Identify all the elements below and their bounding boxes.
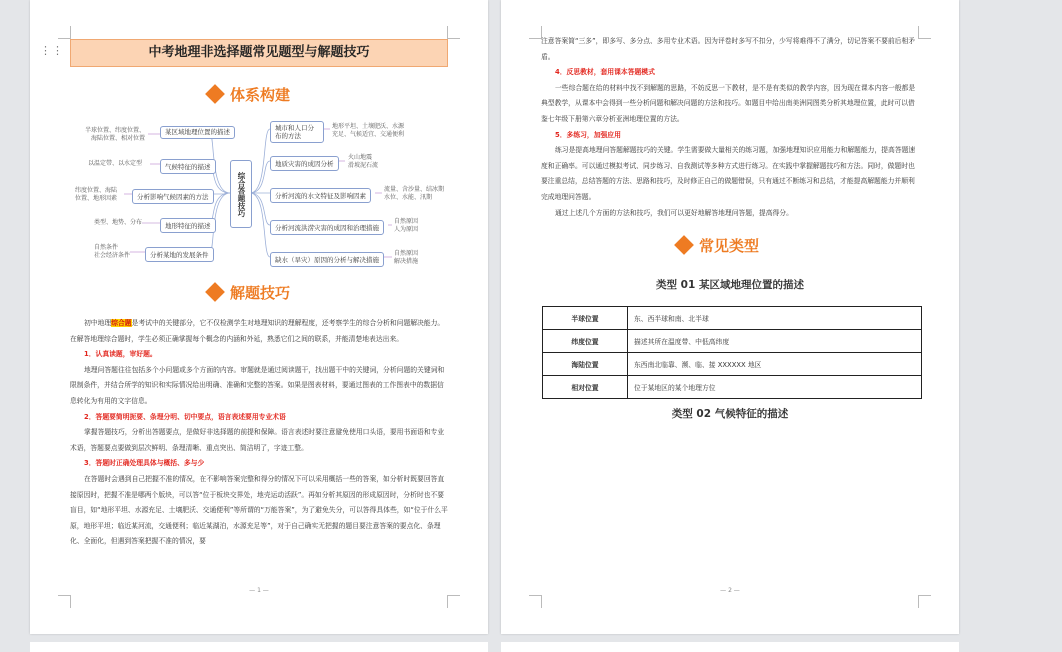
mind-map-node: 某区域地理位置的描述 — [160, 126, 235, 139]
tip-heading-1: 1．认真读题，审好题。 — [84, 350, 157, 359]
mind-map-leaf: 纬度位置、海陆 位置、地形因素 — [75, 187, 118, 202]
type-title-02: 类型 02 气候特征的描述 — [671, 408, 789, 420]
mind-map-node: 分析影响气候因素的方法 — [132, 189, 214, 204]
tip-paragraph-3: 在答题时会遇到自己把握不准的情况，在不影响答案完整和得分的情况下可以采用概括一些的答案，如分析时既要回答直接原因时，把握不准是哪两个版块，可以答“位于板块交界处，地壳运动活跃”。再如分析其原因的形成原因时，分析时也不要盲目，如“地形平坦、水源充足、土壤肥沃、交通便利”等所谓的“万能答案”，为了避免失分，可以答得具体些，如“位于什么平原，地形平坦；临近某河流，交通便利；临近某湖泊，水源充足等”，对于自己确实无把握的题目要注意答案的要点化、条理化、全面化，但遇到答案把握不准的情况，要 — [70, 474, 448, 546]
mind-map-node: 分析河流的水文特征及影响因素 — [270, 188, 371, 203]
mind-map-leaf: 自然条件 社会经济条件 — [94, 244, 131, 259]
document-page-2 — [501, 0, 959, 634]
tip-paragraph-1: 地理问答题往往包括多个小问题或多个方面的内容。审题就是通过阅读题干，找出题干中的关键词，分析问题的关键词和限制条件，并结合所学的知识和实际情况给出明确、准确和完整的答案。如果是图表材料，要通过图表的工作图表中的数据信息转化为有用的文字信息。 — [70, 365, 445, 405]
summary-paragraph: 通过上述几个方面的方法和技巧，我们可以更好地解答地理问答题，提高得分。 — [555, 208, 793, 217]
document-page-1 — [30, 0, 488, 634]
diamond-icon — [205, 282, 225, 302]
mind-map-leaf: 半球位置、纬度位置、 海陆位置、相对位置 — [85, 127, 146, 142]
table-row: 纬度位置 描述其所在温度带、中低高纬度 — [543, 330, 922, 353]
mind-map-leaf: 火山地震 滑坡泥石流 — [348, 154, 379, 169]
mind-map-node: 分析河流洪涝灾害的成因和治理措施 — [270, 220, 384, 235]
mind-map-node: 分析某地的发展条件 — [145, 247, 214, 262]
mind-map-leaf: 自然原因 解决措施 — [394, 250, 419, 265]
section-heading-techniques: 解题技巧 — [208, 280, 290, 304]
highlighted-term: 综合题 — [111, 319, 132, 327]
mind-map-leaf: 地形平坦、土壤肥沃、水源 充足、气候适宜、交通便利 — [332, 123, 405, 138]
mind-map-center: 综合答题技巧 — [230, 160, 252, 228]
mind-map-leaf: 以温定带、以水定型 — [88, 160, 143, 167]
mind-map-leaf: 流量、含沙量、结冰期 水位、水能、汛期 — [384, 186, 445, 201]
mind-map-node: 地质灾害的成因分析 — [270, 156, 339, 171]
mind-map-node: 地形特征的描述 — [160, 218, 216, 233]
section-heading-system: 体系构建 — [208, 82, 290, 106]
tip-heading-2: 2．答题要简明扼要、条理分明、切中要点，语言表述要用专业术语 — [84, 412, 286, 421]
mind-map — [30, 0, 488, 280]
mind-map-leaf: 类型、地势、分布 — [94, 219, 143, 226]
mind-map-node: 城市和人口分布的方法 — [270, 121, 324, 143]
mind-map-node: 气候特征的描述 — [160, 159, 216, 174]
tip-heading-4: 4．反思教材，套用课本答题模式 — [555, 68, 655, 77]
page-number: — 1 — — [249, 587, 269, 594]
section-heading-common-types: 常见类型 — [677, 233, 759, 257]
tip-heading-3: 3．答题时正确处理具体与概括、多与少 — [84, 459, 205, 468]
diamond-icon — [674, 235, 694, 255]
table-row: 海陆位置 东西南北临靠、濒、临、接 XXXXXX 地区 — [543, 353, 922, 376]
body-text-page-2 — [541, 34, 919, 221]
crop-mark — [918, 26, 931, 39]
mind-map-node: 缺水（旱灾）原因的分析与解决措施 — [270, 252, 384, 267]
crop-mark — [918, 595, 931, 608]
body-text-page-1 — [70, 316, 448, 550]
drag-handle-icon[interactable]: ⋮⋮ — [40, 44, 64, 57]
continued-paragraph: 注意答案简“三多”，即多写、多分点、多用专业术语。因为评卷时多写不扣分，少写将难得不了满分，切记答案不要前后相矛盾。 — [541, 37, 916, 61]
document-title: 中考地理非选择题常见题型与解题技巧 — [70, 39, 448, 67]
tip-paragraph-2: 掌握答题技巧，分析出答题要点，是做好非选择题的前提和保障。语言表述时要注意避免使用口头语，要用书面语和专业术语，答题要点要做到层次鲜明、条理清晰、重点突出、简洁明了，字迹工整。 — [70, 428, 445, 452]
tip-heading-5: 5．多练习，加强应用 — [555, 130, 621, 139]
tip-paragraph-4: 一些综合题在给的材料中找不到解题的思路，不妨反思一下教材，是不是有类似的教学内容，因为现在课本内容一般都是典型教学，从课本中会得到一些分析问题和解决问题的方法和技巧。如题目中给出南美洲同图类分析其地理位置，此时可以借鉴七年级下册第六章分析亚洲地理位置的方法。 — [541, 83, 916, 123]
crop-mark — [447, 595, 460, 608]
table-row: 相对位置 位于某地区的某个地理方位 — [543, 376, 922, 399]
crop-mark — [58, 595, 71, 608]
crop-mark — [529, 595, 542, 608]
next-page-edge — [30, 642, 488, 652]
tip-paragraph-5: 练习是提高地理问答题解题技巧的关键。学生需要做大量相关的练习题，加强地理知识应用能力和解题能力，提高答题速度和正确率。可以通过模拟考试、同步练习、自我测试等多种方式进行练习。在实践中掌握解题技巧和方法。同时，做题时也要注重总结，总结答题的方法、思路和技巧，及时修正自己的做题错误，只有通过不断练习和总结，才能提高解题能力并顺利完成地理问答题。 — [541, 146, 916, 201]
mind-map-leaf: 自然原因 人为原因 — [394, 218, 419, 233]
next-page-edge — [501, 642, 959, 652]
intro-paragraph: 初中地理综合题是考试中的关键部分，它不仅检测学生对地理知识的理解程度，还考察学生的综合分析和问题解决能力。在解答地理综合题时，学生必须正确掌握每个概念的内涵和外延，熟悉它们之间的联系，并能清楚地表达出来。 — [70, 319, 445, 343]
table-row: 半球位置 东、西半球和南、北半球 — [543, 307, 922, 330]
type-title-01: 类型 01 某区域地理位置的描述 — [656, 279, 804, 291]
page-number: — 2 — — [720, 587, 740, 594]
location-description-table — [542, 306, 922, 399]
